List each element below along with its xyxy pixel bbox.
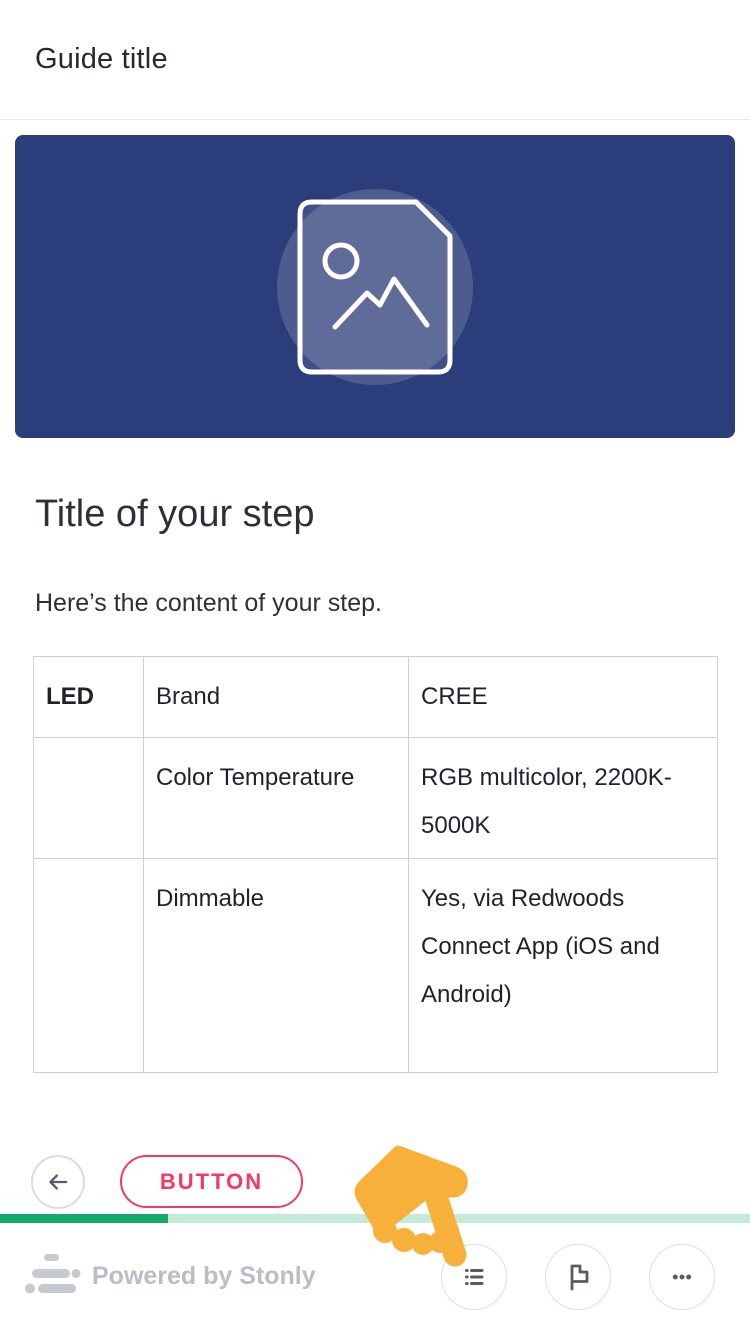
- table-cell: [34, 738, 144, 859]
- back-button[interactable]: [31, 1155, 85, 1209]
- arrow-left-icon: [44, 1168, 72, 1196]
- image-placeholder-icon: [15, 135, 735, 438]
- step-title: Title of your step: [35, 493, 315, 535]
- list-icon: [456, 1259, 492, 1295]
- table-row: [34, 657, 718, 738]
- table-cell: Yes, via Redwoods Connect App (iOS and Android): [409, 859, 718, 1073]
- table-cell: Color Temperature: [144, 738, 409, 859]
- header: [0, 0, 750, 120]
- table-row: [34, 859, 718, 1073]
- ellipsis-icon: [664, 1259, 700, 1295]
- table-cell: Dimmable: [144, 859, 409, 1073]
- progress-bar: [0, 1214, 750, 1223]
- table-row: [34, 738, 718, 859]
- stonly-logo-icon: [24, 1252, 84, 1294]
- step-content: Here’s the content of your step.: [35, 589, 382, 617]
- steps-list-button[interactable]: [441, 1244, 507, 1310]
- flag-icon: [560, 1259, 596, 1295]
- table-cell: Brand: [144, 657, 409, 738]
- powered-by-stonly-link[interactable]: Powered by Stonly: [92, 1262, 316, 1290]
- report-flag-button[interactable]: [545, 1244, 611, 1310]
- table-cell: RGB multicolor, 2200K-5000K: [409, 738, 718, 859]
- action-button[interactable]: BUTTON: [120, 1155, 303, 1208]
- table-cell: LED: [34, 657, 144, 738]
- step-table: [33, 656, 718, 1073]
- table-cell: [34, 859, 144, 1073]
- table-cell: CREE: [409, 657, 718, 738]
- more-options-button[interactable]: [649, 1244, 715, 1310]
- banner: [15, 135, 735, 438]
- progress-fill: [0, 1214, 168, 1223]
- guide-title: Guide title: [35, 43, 168, 75]
